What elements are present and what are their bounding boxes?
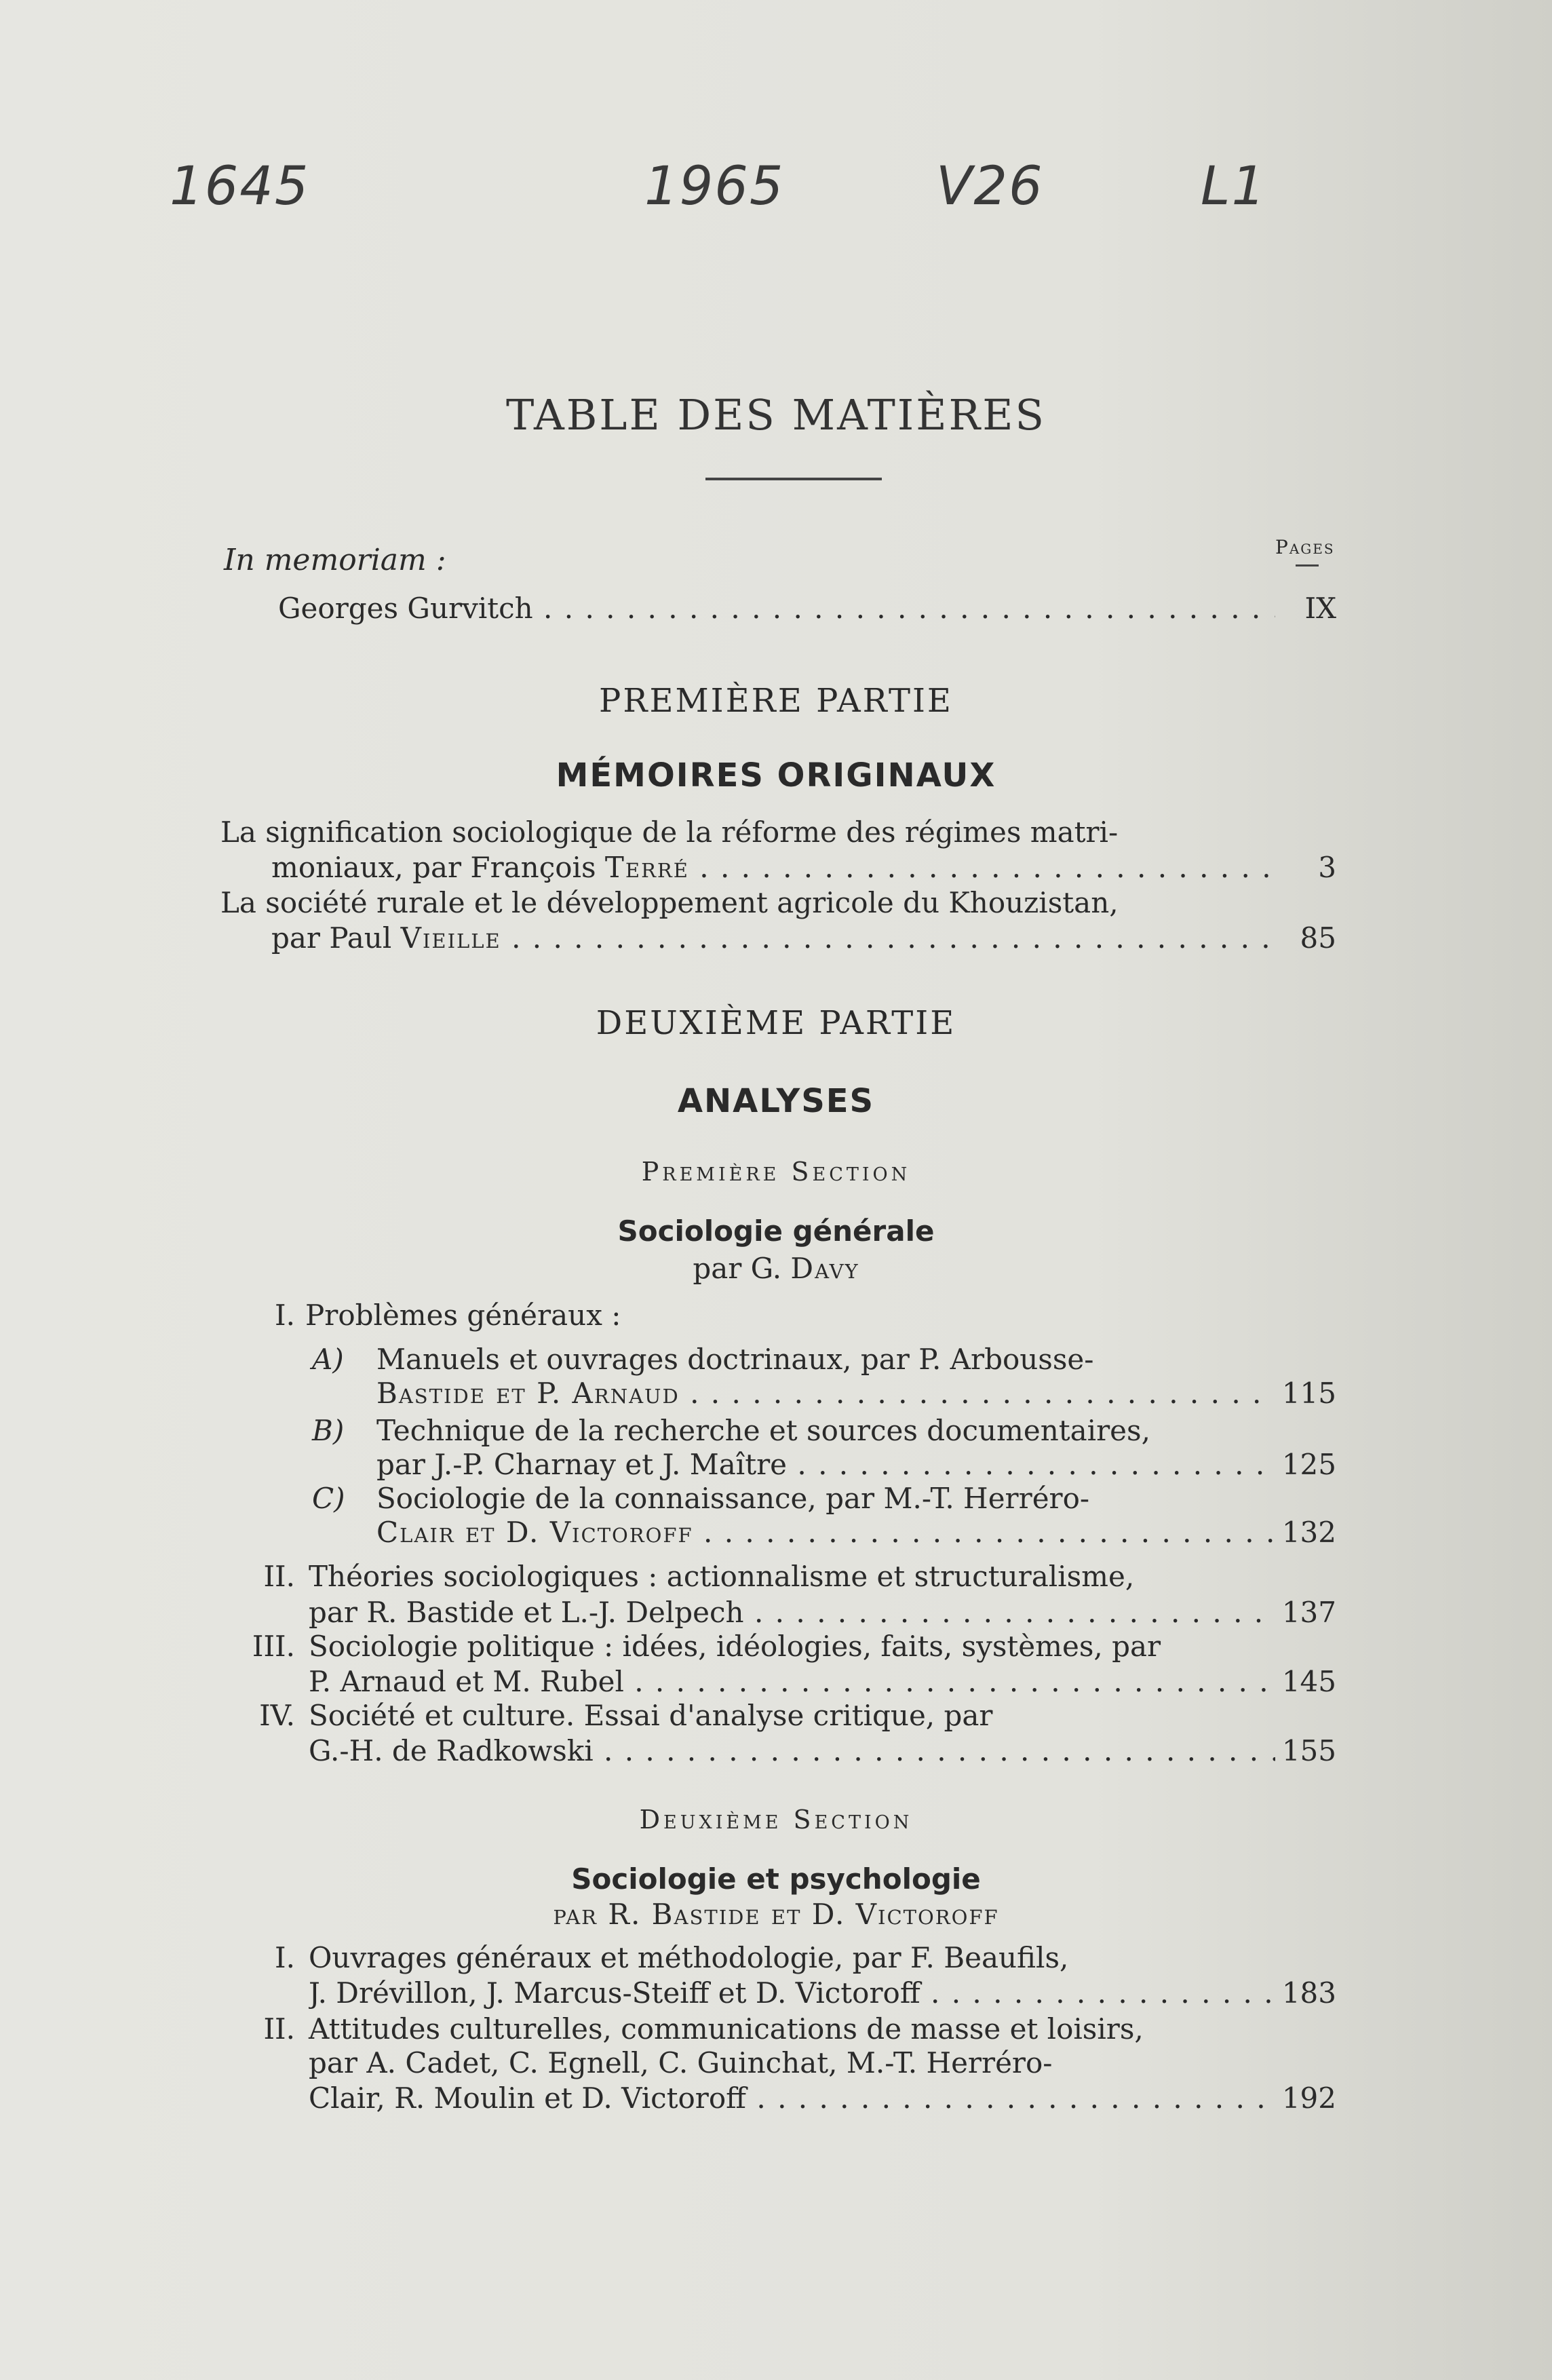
sub-label-a: A)	[312, 1343, 344, 1376]
handwritten-note-3: V26	[936, 156, 1044, 217]
sub-a-line1: Manuels et ouvrages doctrinaux, par P. Arbousse-	[376, 1343, 1094, 1376]
toc-entry-terre-line1: La signification sociologique de la réforme des régimes matri-	[220, 815, 1119, 849]
s2-item-I-line1: Ouvrages généraux et méthodologie, par F. Beaufils,	[309, 1941, 1069, 1974]
sub-c-line1: Sociologie de la connaissance, par M.-T. Herréro-	[376, 1482, 1090, 1515]
toc-entry-page: 132	[1281, 1516, 1336, 1549]
toc-entry-page: IX	[1304, 592, 1336, 625]
first-section-byline: par G. Davy	[693, 1252, 859, 1285]
second-section-subject: Sociologie et psychologie	[571, 1862, 981, 1896]
toc-entry-item-IV[interactable]: G.-H. de Radkowski . . . 155	[309, 1735, 1336, 1767]
first-section-label: Première Section	[641, 1157, 911, 1187]
heading-I-text: Problèmes généraux :	[305, 1299, 621, 1332]
s2-item-I-num: I.	[275, 1941, 295, 1974]
sub-label-c: C)	[312, 1482, 345, 1515]
toc-entry-page: 192	[1281, 2081, 1336, 2115]
item-II-num: II.	[263, 1560, 295, 1593]
toc-entry-sub-a[interactable]: Bastide et P. Arnaud . . . 115	[376, 1377, 1336, 1410]
toc-entry-page: 85	[1300, 921, 1336, 955]
toc-entry-item-II[interactable]: par R. Bastide et L.-J. Delpech . . . 137	[309, 1596, 1336, 1629]
page-title: TABLE DES MATIÈRES	[506, 390, 1046, 440]
s2-item-II-num: II.	[263, 2012, 295, 2046]
toc-entry-text: Georges Gurvitch . . .	[278, 592, 1275, 625]
handwritten-note-2: 1965	[644, 156, 785, 217]
toc-entry-sub-c[interactable]: Clair et D. Victoroff . . . 132	[376, 1516, 1336, 1549]
toc-entry-sub-b[interactable]: par J.-P. Charnay et J. Maître . . . 125	[376, 1448, 1336, 1481]
toc-entry-gurvitch[interactable]	[278, 592, 1336, 625]
toc-entry-item-III[interactable]: P. Arnaud et M. Rubel . . . 145	[309, 1666, 1336, 1698]
pages-dash	[1296, 564, 1319, 567]
item-II-line1: Théories sociologiques : actionnalisme et structuralisme,	[309, 1560, 1135, 1593]
item-III-num: III.	[252, 1630, 295, 1663]
second-section-byline: par R. Bastide et D. Victoroff	[553, 1898, 999, 1931]
title-rule	[705, 478, 882, 480]
toc-entry-page: 115	[1281, 1377, 1336, 1410]
toc-entry-s2-item-II[interactable]: Clair, R. Moulin et D. Victoroff . . . 192	[309, 2082, 1336, 2115]
s2-item-II-line2: par A. Cadet, C. Egnell, C. Guinchat, M.-T. Herréro-	[309, 2046, 1053, 2079]
toc-entry-page: 145	[1281, 1665, 1336, 1698]
part-1-title: PREMIÈRE PARTIE	[599, 682, 953, 720]
item-IV-num: IV.	[259, 1699, 295, 1732]
handwritten-note-4: L1	[1201, 156, 1267, 217]
s2-item-II-line1: Attitudes culturelles, communications de masse et loisirs,	[309, 2012, 1144, 2046]
toc-entry-vieille[interactable]: par Paul Vieille . . . 85	[271, 922, 1336, 955]
first-section-subject: Sociologie générale	[617, 1214, 935, 1248]
toc-entry-s2-item-I[interactable]: J. Drévillon, J. Marcus-Steiff et D. Victoroff . . . 183	[309, 1977, 1336, 2010]
handwritten-note-1: 1645	[170, 156, 310, 217]
toc-entry-vieille-line1: La société rurale et le développement agricole du Khouzistan,	[220, 886, 1119, 919]
part-2-title: DEUXIÈME PARTIE	[596, 1004, 956, 1042]
toc-entry-page: 183	[1281, 1976, 1336, 2010]
toc-entry-page: 3	[1318, 851, 1336, 884]
part-2-section: ANALYSES	[677, 1082, 875, 1120]
second-section-label: Deuxième Section	[639, 1805, 913, 1835]
part-1-section: MÉMOIRES ORIGINAUX	[556, 756, 996, 794]
toc-entry-page: 155	[1281, 1734, 1336, 1767]
toc-entry-terre[interactable]: moniaux, par François Terré . . . 3	[271, 851, 1336, 884]
toc-entry-page: 137	[1281, 1596, 1336, 1629]
toc-entry-page: 125	[1281, 1448, 1336, 1481]
pages-column-label: Pages	[1275, 536, 1335, 558]
item-IV-line1: Société et culture. Essai d'analyse critique, par	[309, 1699, 993, 1732]
heading-I-num: I.	[275, 1299, 295, 1332]
in-memoriam-label: In memoriam :	[224, 543, 446, 577]
sub-b-line1: Technique de la recherche et sources documentaires,	[376, 1414, 1150, 1447]
item-III-line1: Sociologie politique : idées, idéologies, faits, systèmes, par	[309, 1630, 1161, 1663]
sub-label-b: B)	[312, 1414, 345, 1447]
